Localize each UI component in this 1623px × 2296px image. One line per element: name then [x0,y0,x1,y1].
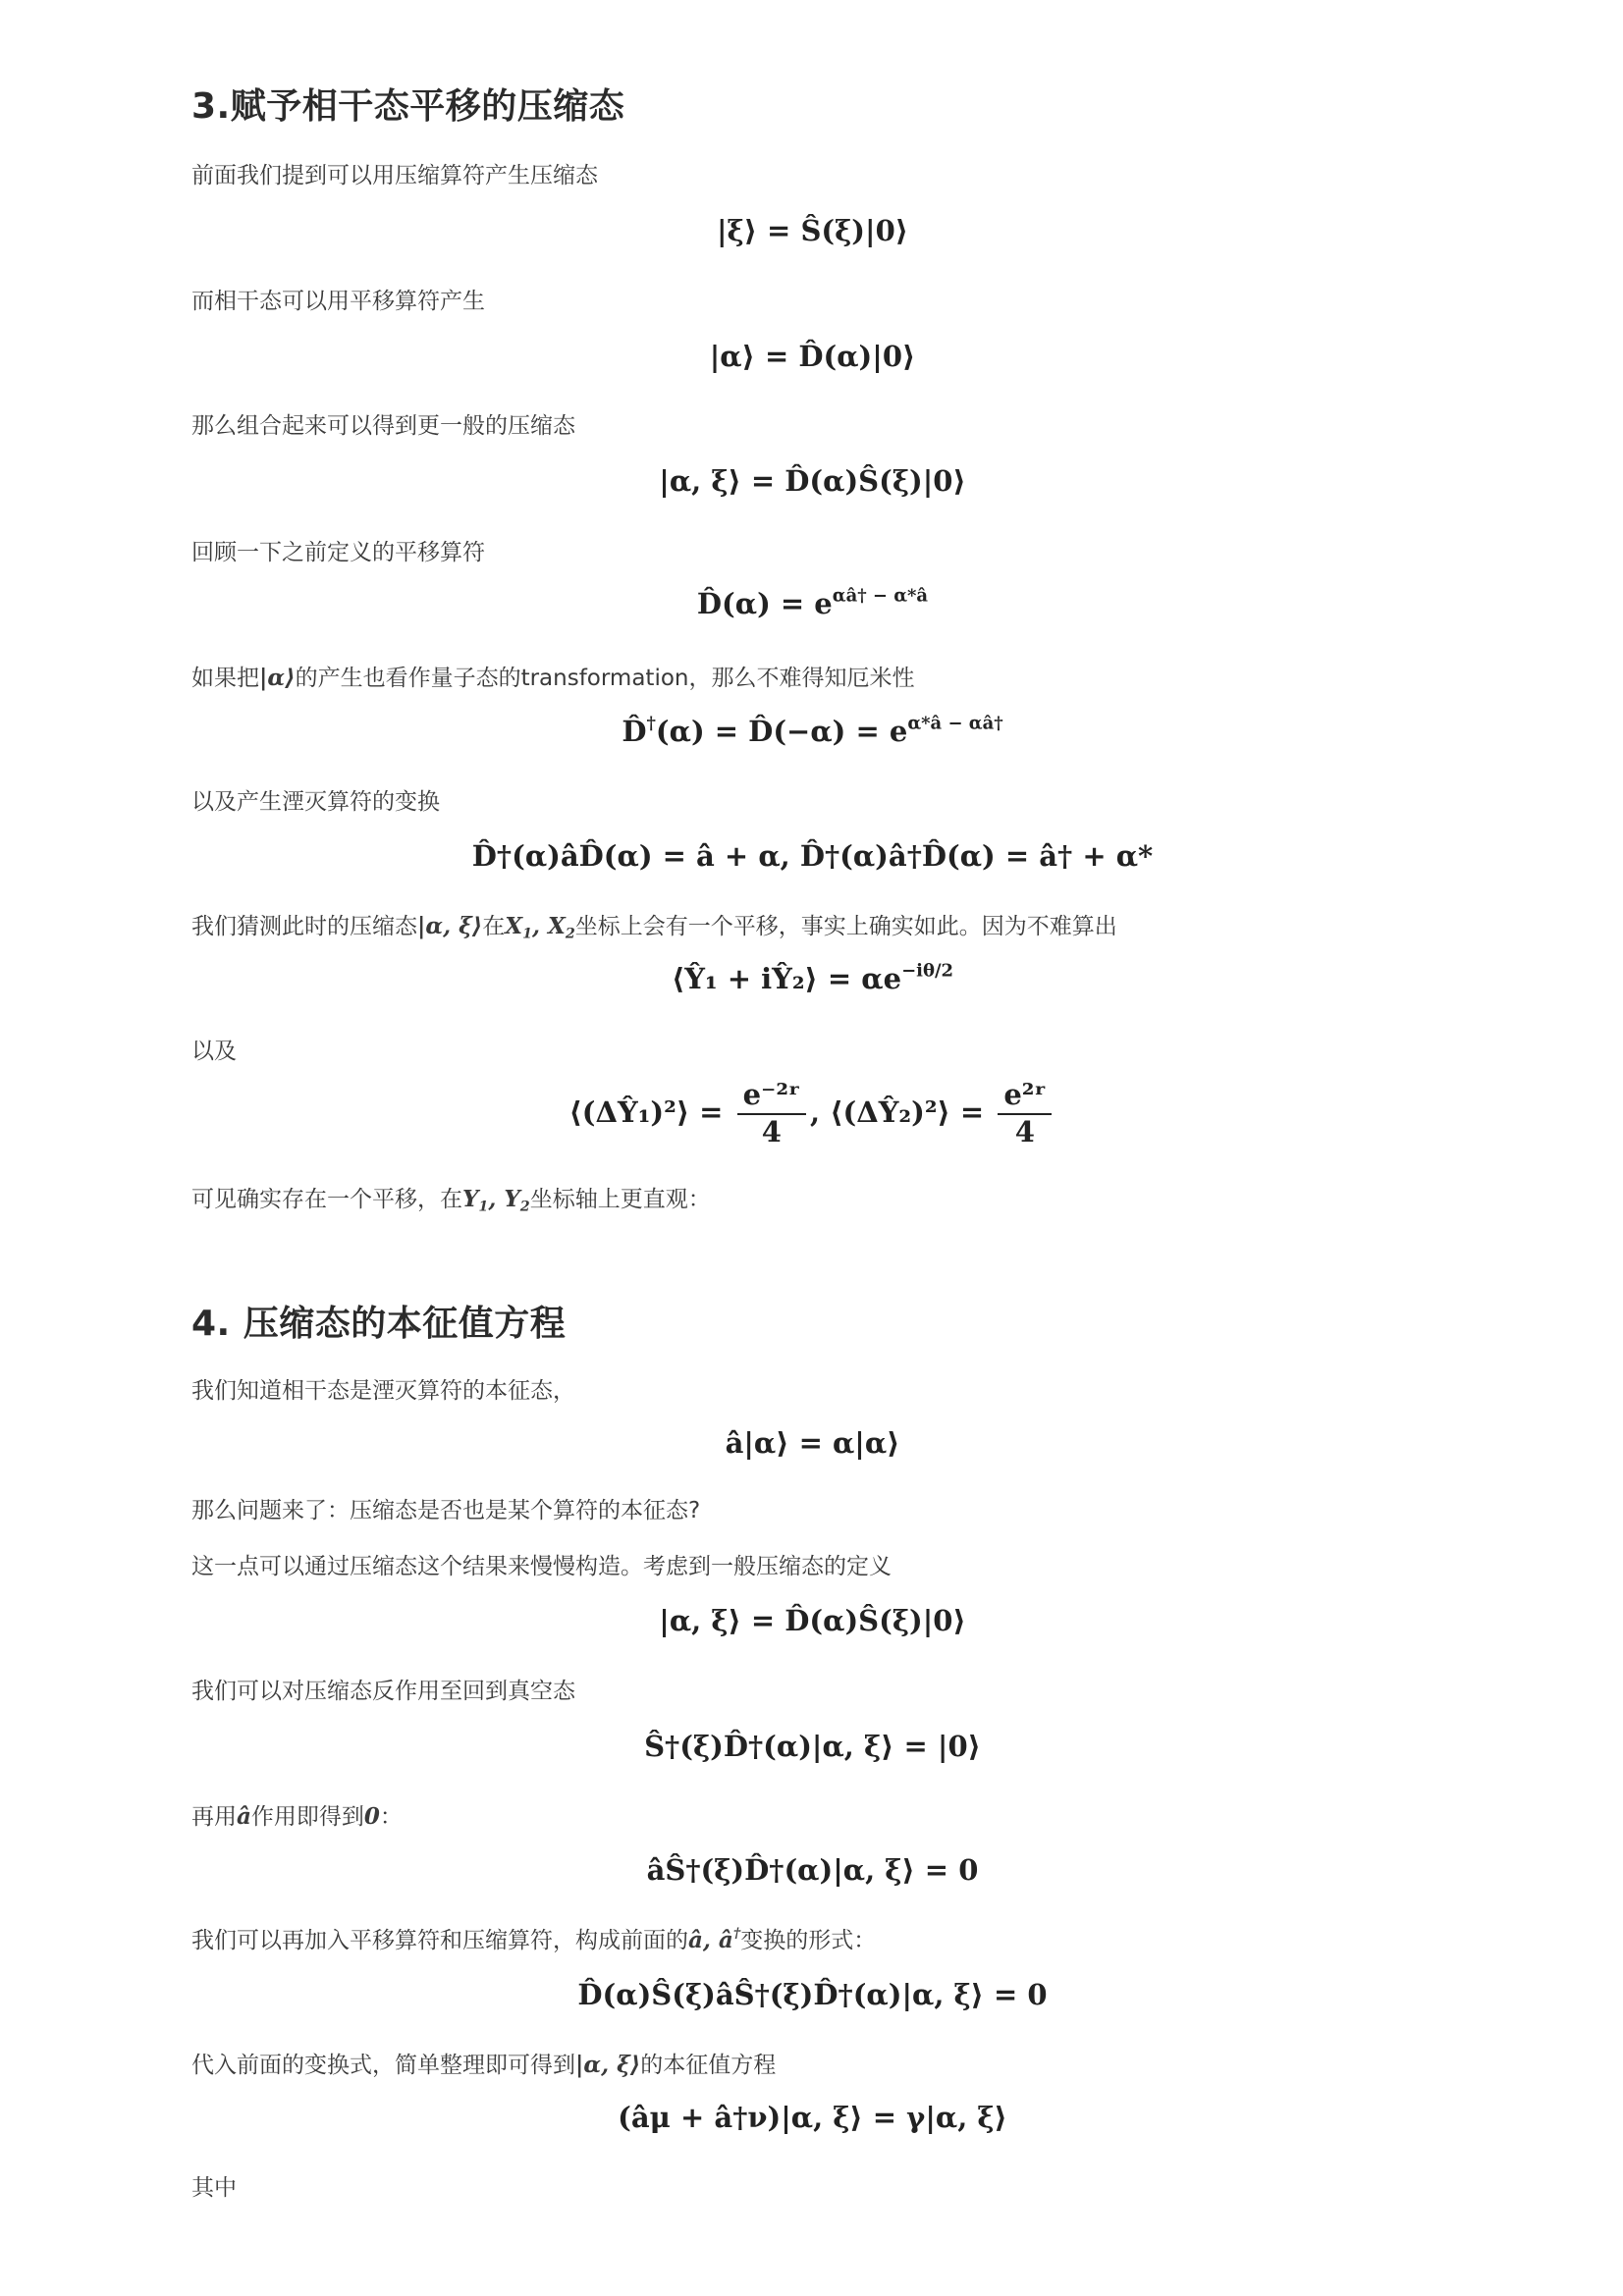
paragraph: 那么组合起来可以得到更一般的压缩态 [191,413,575,439]
paragraph: 我们可以再加入平移算符和压缩算符，构成前面的â, â†变换的形式： [191,1926,877,1953]
equation-coherent-eigen: â|α⟩ = α|α⟩ [725,1426,900,1460]
equation-quadrature-variance: ⟨(ΔŶ₁)²⟩ = $\frac{\text{e⁻²ʳ}}{4}$ , ⟨(ΔŶ₂)²⟩ = $\frac{\text{e²ʳ}}{4}$ [191,1080,1434,1148]
paragraph: 我们猜测此时的压缩态|α, ξ⟩在$X_1$, $X_2$坐标上会有一个平移，事实上确实如此。因为不难算出 [191,913,1117,942]
paragraph: 我们知道相干态是湮灭算符的本征态， [191,1378,575,1404]
paragraph: 这一点可以通过压缩态这个结果来慢慢构造。考虑到一般压缩态的定义 [191,1554,892,1579]
equation-displacement-operator: D̂(α) = $e^{\alpha â\dagger - \alpha*â}$ [696,585,929,620]
equation-squeezed-state: |ξ⟩ = Ŝ(ξ)|0⟩ [716,214,908,247]
paragraph: 其中 [191,2175,237,2201]
equation-eigenvalue: (âμ + â†ν)|α, ξ⟩ = γ|α, ξ⟩ [618,2101,1007,2134]
paragraph: 以及 [191,1039,237,1064]
paragraph: 回顾一下之前定义的平移算符 [191,540,485,565]
paragraph: 以及产生湮灭算符的变换 [191,789,440,815]
equation-quadrature-mean: ⟨Ŷ₁ + iŶ₂⟩ = $\alpha e^{-i\theta/2}$ [671,960,954,995]
paragraph: 我们可以对压缩态反作用至回到真空态 [191,1679,575,1704]
equation-coherent-state: |α⟩ = D̂(α)|0⟩ [709,340,916,373]
paragraph: 再用â作用即得到0： [191,1803,403,1830]
equation-sandwich-transform: D̂(α)Ŝ(ξ)âŜ†(ξ)D̂†(α)|α, ξ⟩ = 0 [577,1978,1048,2011]
equation-general-squeezed-state-2: |α, ξ⟩ = D̂(α)Ŝ(ξ)|0⟩ [659,1604,966,1637]
paragraph: 而相干态可以用平移算符产生 [191,289,485,314]
paragraph: 那么问题来了：压缩态是否也是某个算符的本征态? [191,1498,701,1523]
paragraph: 可见确实存在一个平移，在$Y_1$, $Y_2$坐标轴上更直观： [191,1186,711,1215]
equation-annihilate-zero: âŜ†(ξ)D̂†(α)|α, ξ⟩ = 0 [646,1853,979,1887]
equation-hermiticity: D̂†(α) = D̂(−α) = $e^{\alpha*â - \alpha â\dagger}$ [622,713,1003,748]
paragraph: 代入前面的变换式，简单整理即可得到|α, ξ⟩的本征值方程 [191,2052,777,2078]
section-heading-3: 3.赋予相干态平移的压缩态 [191,86,625,127]
equation-general-squeezed-state: |α, ξ⟩ = D̂(α)Ŝ(ξ)|0⟩ [659,464,966,498]
paragraph: 前面我们提到可以用压缩算符产生压缩态 [191,163,598,188]
equation-back-to-vacuum: Ŝ†(ξ)D̂†(α)|α, ξ⟩ = |0⟩ [644,1730,981,1763]
section-heading-4: 4. 压缩态的本征值方程 [191,1304,567,1344]
paragraph: 如果把|α⟩的产生也看作量子态的transformation，那么不难得知厄米性 [191,665,915,691]
equation-operator-transform: D̂†(α)âD̂(α) = â + α, D̂†(α)â†D̂(α) = â† + α* [471,839,1154,873]
